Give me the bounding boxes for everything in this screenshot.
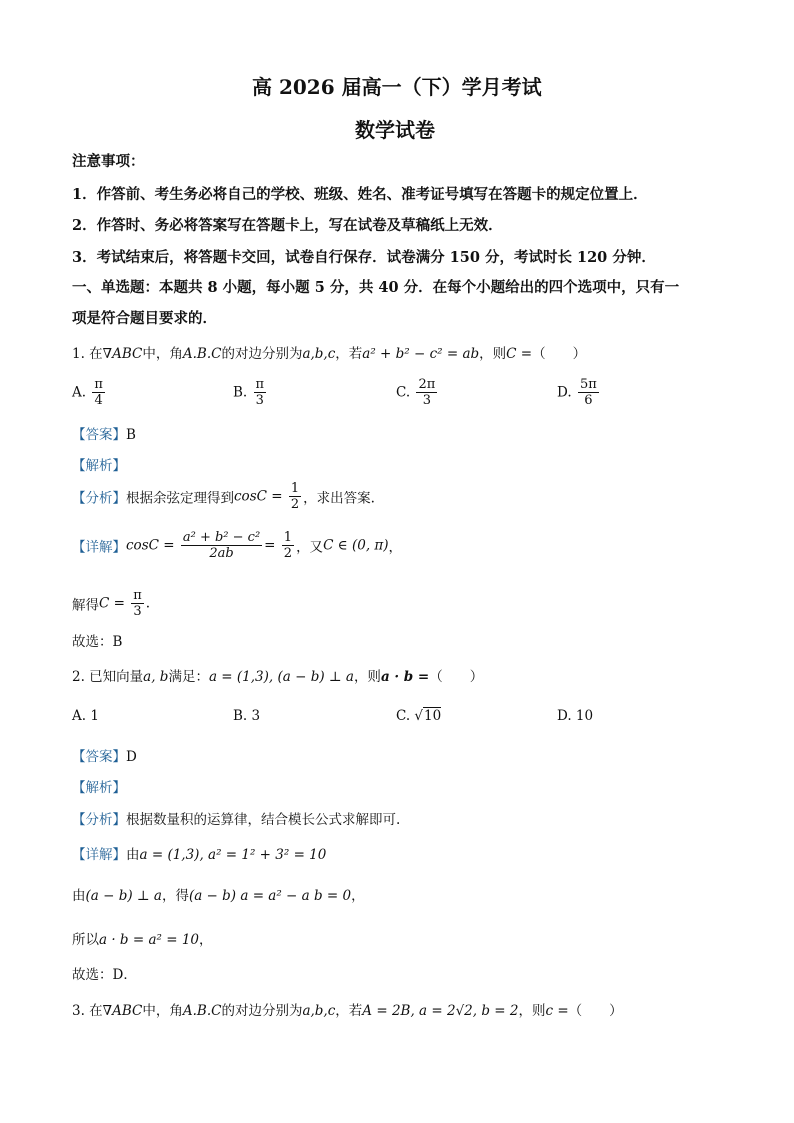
notice-item-1: 1．作答前、考生务必将自己的学校、班级、姓名、准考证号填写在答题卡的规定位置上． (72, 186, 648, 203)
q2-option-b: B. 3 (233, 708, 261, 724)
q1-option-b: B. $\frac{\pi}{3}$ (233, 377, 265, 408)
q1-guxuan: 故选：B (72, 634, 123, 650)
q2-xiangjie-line2: 由(a − b) ⊥ a，得(a − b) a = a² − a b = 0， (72, 888, 365, 904)
q2-stem: 2. 已知向量a, b满足：a = (1,3), (a − b) ⊥ a，则a · b =（ ） (72, 669, 484, 685)
q2-xiangjie-line3: 所以a · b = a² = 10， (72, 932, 213, 948)
q1-option-d: D. $\frac{5\pi}{6}$ (557, 377, 597, 408)
page-subtitle: 数学试卷 (355, 118, 435, 142)
q2-fenxi: 【分析】根据数量积的运算律，结合模长公式求解即可. (72, 812, 401, 828)
notice-item-2: 2．作答时、务必将答案写在答题卡上，写在试卷及草稿纸上无效． (72, 217, 503, 234)
q1-fenxi: 【分析】根据余弦定理得到cosC = $\frac{1}{2}$ ，求出答案. (72, 481, 375, 512)
q1-jiexi-tag: 【解析】 (72, 458, 126, 474)
q1-xiangjie: 【详解】cosC = $\frac{\text{a² + b² − c²}}{2ab}$ = $\frac{1}{2}$ ，又C ∈ (0, π)， (72, 530, 403, 561)
notice-heading: 注意事项： (72, 153, 145, 170)
section-heading-line2: 项是符合题目要求的． (72, 310, 217, 327)
q2-option-d: D. 10 (557, 708, 594, 724)
q2-jiexi-tag: 【解析】 (72, 780, 126, 796)
page-title: 高 2026 届高一（下）学月考试 (252, 75, 542, 99)
q2-answer: 【答案】D (72, 749, 137, 765)
q2-xiangjie-line1: 【详解】由a = (1,3), a² = 1² + 3² = 10 (72, 847, 327, 863)
q2-option-a: A. 1 (72, 708, 99, 724)
q1-option-a: A. $\frac{\pi}{4}$ (72, 377, 103, 408)
section-heading-line1: 一、单选题：本题共 8 小题，每小题 5 分，共 40 分．在每个小题给出的四个选项中，只有一 (72, 279, 680, 296)
q1-answer: 【答案】B (72, 427, 136, 443)
q3-stem: 3. 在∇ABC中，角A.B.C的对边分别为a,b,c，若A = 2B, a = 2√2, b = 2，则c =（ ） (72, 1003, 623, 1019)
q1-stem: 1. 在∇ABC中，角A.B.C的对边分别为a,b,c，若a² + b² − c² = ab，则C =（ ） (72, 346, 587, 362)
q2-guxuan: 故选：D． (72, 967, 137, 983)
notice-item-3: 3．考试结束后，将答题卡交回，试卷自行保存．试卷满分 150 分，考试时长 120 分钟． (72, 249, 656, 266)
q2-option-c: C. √10 (396, 708, 442, 724)
q1-option-c: C. $\frac{2\pi}{3}$ (396, 377, 436, 408)
q1-jiede: 解得C = $\frac{\pi}{3}$ . (72, 588, 151, 619)
